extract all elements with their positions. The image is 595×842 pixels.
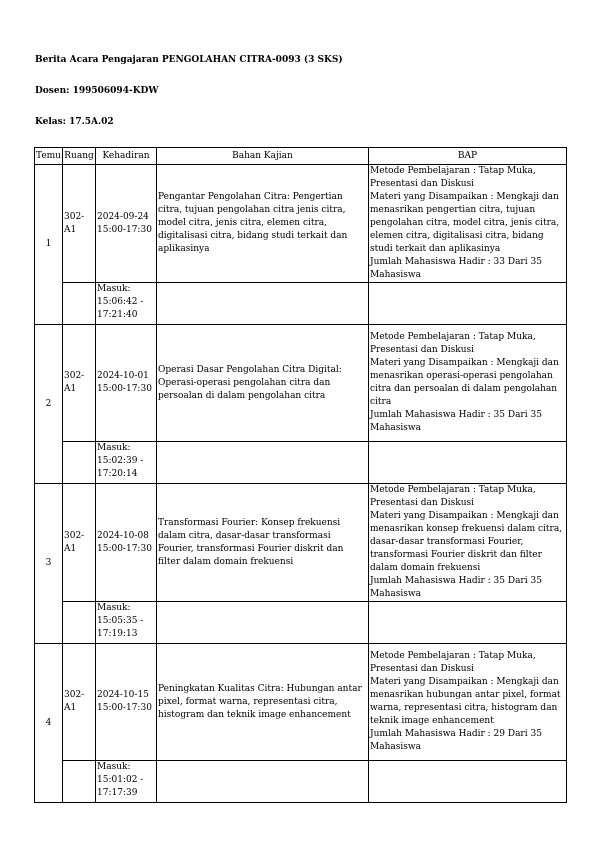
cell-jadwal: 2024-10-15 15:00-17:30: [96, 644, 157, 761]
cell-bahan-kajian: Pengantar Pengolahan Citra: Pengertian citra, tujuan pengolahan citra jenis citra, model citra, jenis citra, elemen citra, digitalisasi citra, bidang studi terkait dan aplikasinya: [157, 165, 369, 283]
cell-bap: [369, 484, 567, 602]
bap-materi: Materi yang Disampaikan : Mengkaji dan menasrikan pengertian citra, tujuan pengolahan citra, model citra, jenis citra, elemen citra, digitalisasi citra, bidang studi terkait dan aplikasinya: [370, 192, 560, 254]
bap-metode: Metode Pembelajaran : Tatap Muka, Presentasi dan Diskusi: [370, 166, 536, 189]
bap-materi: Materi yang Disampaikan : Mengkaji dan menasrikan hubungan antar pixel, format warna, representasi citra, histogram dan teknik image enhancement: [370, 677, 561, 726]
col-header-bahan-kajian: Bahan Kajian: [157, 148, 369, 165]
bap-metode: Metode Pembelajaran : Tatap Muka, Presentasi dan Diskusi: [370, 332, 536, 355]
cell-masuk: Masuk: 15:02:39 - 17:20:14: [96, 442, 157, 484]
cell-bap: [369, 325, 567, 442]
col-header-temu: Temu: [35, 148, 63, 165]
bap-hadir: Jumlah Mahasiswa Hadir : 35 Dari 35 Mahasiswa: [370, 576, 542, 599]
cell-bahan-kajian: Peningkatan Kualitas Citra: Hubungan antar pixel, format warna, representasi citra, histogram dan teknik image enhancement: [157, 644, 369, 761]
cell-jadwal: 2024-10-01 15:00-17:30: [96, 325, 157, 442]
bap-hadir: Jumlah Mahasiswa Hadir : 33 Dari 35 Mahasiswa: [370, 257, 542, 280]
table-row: [35, 165, 567, 283]
table-row-masuk: [35, 602, 567, 644]
cell-ruang: 302-A1: [63, 325, 96, 442]
col-header-ruang: Ruang: [63, 148, 96, 165]
cell-masuk: Masuk: 15:06:42 - 17:21:40: [96, 283, 157, 325]
cell-temu: 3: [35, 484, 63, 644]
table-row-masuk: [35, 283, 567, 325]
cell-temu: 4: [35, 644, 63, 803]
cell-ruang: 302-A1: [63, 644, 96, 761]
cell-jadwal: 2024-09-24 15:00-17:30: [96, 165, 157, 283]
bap-metode: Metode Pembelajaran : Tatap Muka, Presentasi dan Diskusi: [370, 651, 536, 674]
table-row-masuk: [35, 761, 567, 803]
table-row-masuk: [35, 442, 567, 484]
cell-bap: [369, 644, 567, 761]
table-row: [35, 484, 567, 602]
bap-metode: Metode Pembelajaran : Tatap Muka, Presentasi dan Diskusi: [370, 485, 536, 508]
bap-hadir: Jumlah Mahasiswa Hadir : 35 Dari 35 Mahasiswa: [370, 410, 542, 433]
bap-materi: Materi yang Disampaikan : Mengkaji dan menasrikan konsep frekuensi dalam citra, dasar-dasar transformasi Fourier, transformasi Fourier diskrit dan filter dalam domain frekuensi: [370, 511, 563, 573]
table-header-row: [35, 148, 567, 165]
document-title: Berita Acara Pengajaran PENGOLAHAN CITRA-0093 (3 SKS): [35, 55, 343, 65]
cell-bap: [369, 165, 567, 283]
cell-bahan-kajian: Transformasi Fourier: Konsep frekuensi dalam citra, dasar-dasar transformasi Fourier, transformasi Fourier diskrit dan filter dalam domain frekuensi: [157, 484, 369, 602]
cell-masuk: Masuk: 15:05:35 - 17:19:13: [96, 602, 157, 644]
table-row: [35, 325, 567, 442]
bap-hadir: Jumlah Mahasiswa Hadir : 29 Dari 35 Mahasiswa: [370, 729, 542, 752]
cell-jadwal: 2024-10-08 15:00-17:30: [96, 484, 157, 602]
cell-ruang: 302-A1: [63, 484, 96, 602]
bap-materi: Materi yang Disampaikan : Mengkaji dan menasrikan operasi-operasi pengolahan citra dan persoalan di dalam pengolahan citra: [370, 358, 559, 407]
table-row: [35, 644, 567, 761]
cell-temu: 2: [35, 325, 63, 484]
attendance-table: [34, 147, 567, 803]
cell-masuk: Masuk: 15:01:02 - 17:17:39: [96, 761, 157, 803]
cell-temu: 1: [35, 165, 63, 325]
col-header-kehadiran: Kehadiran: [96, 148, 157, 165]
col-header-bap: BAP: [369, 148, 567, 165]
cell-ruang: 302-A1: [63, 165, 96, 283]
dosen-label: Dosen: 199506094-KDW: [35, 86, 159, 96]
cell-bahan-kajian: Operasi Dasar Pengolahan Citra Digital: Operasi-operasi pengolahan citra dan persoalan di dalam pengolahan citra: [157, 325, 369, 442]
kelas-label: Kelas: 17.5A.02: [35, 117, 114, 127]
